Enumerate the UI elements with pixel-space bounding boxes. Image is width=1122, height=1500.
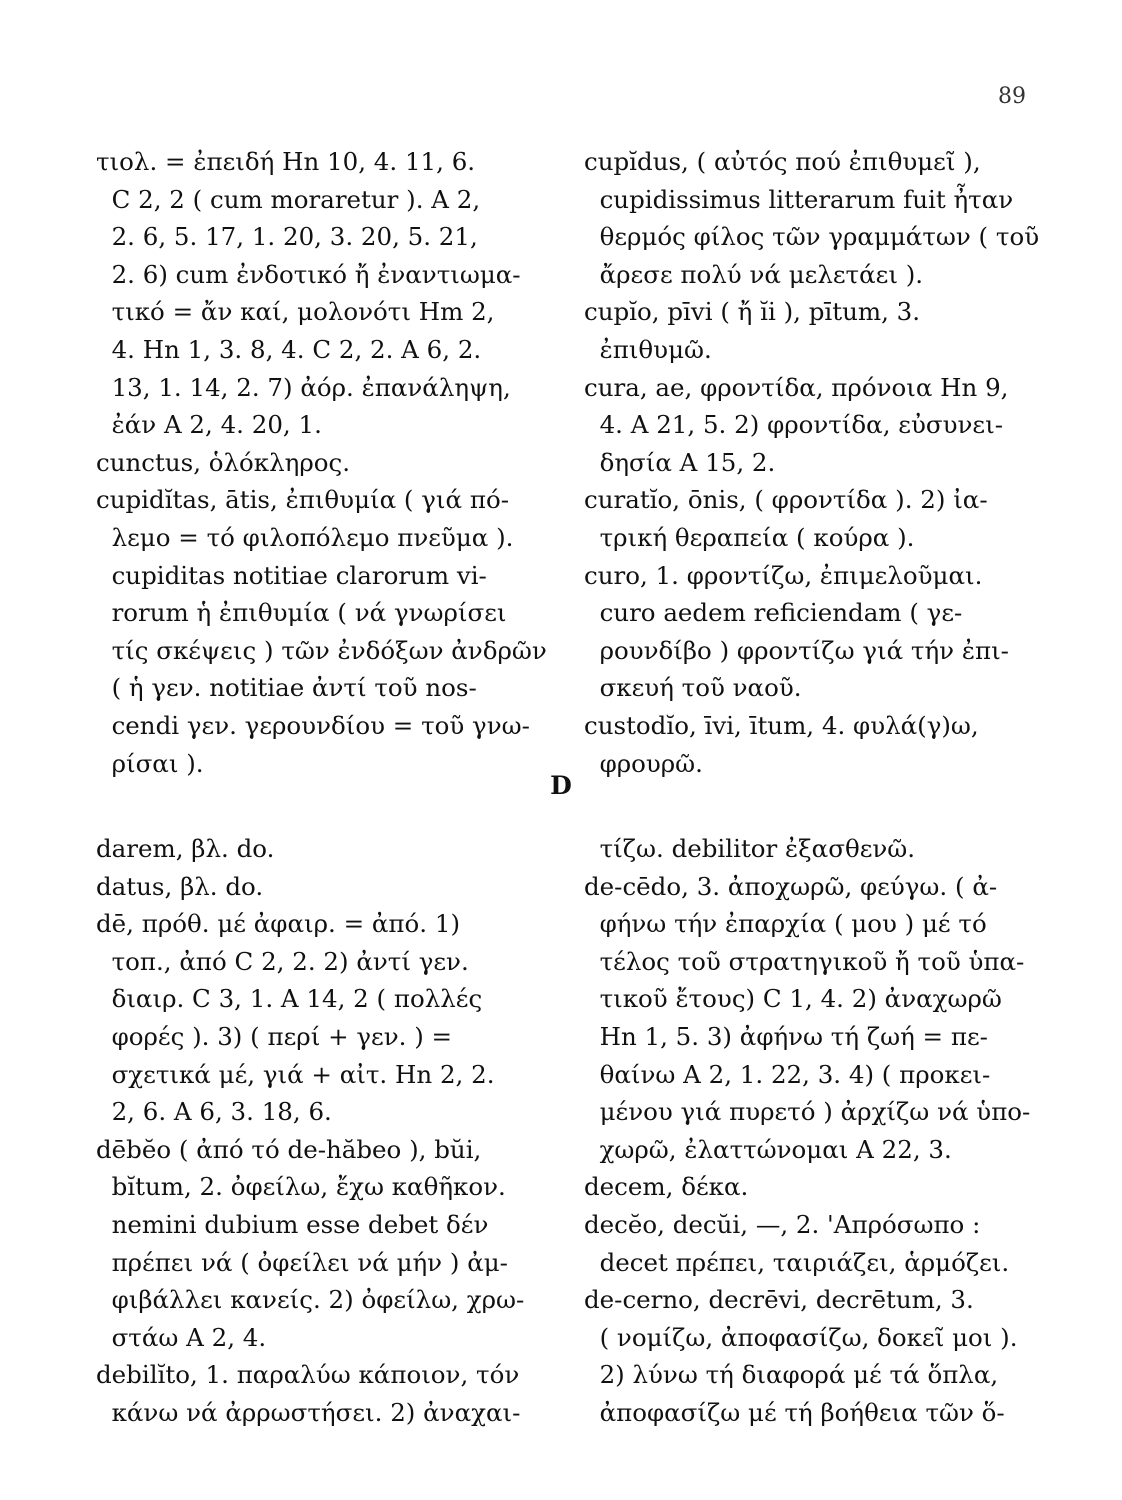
text-line: dēbĕo ( ἀπό τό de-hăbeo ), bŭi, bbox=[96, 1134, 482, 1164]
text-line: τέλος τοῦ στρατηγικοῦ ἤ τοῦ ὑπα- bbox=[584, 946, 1025, 976]
text-line: 2. 6, 5. 17, 1. 20, 3. 20, 5. 21, bbox=[96, 222, 478, 252]
text-line: datus, βλ. do. bbox=[96, 871, 264, 901]
column-bottom-left bbox=[96, 830, 566, 1432]
text-line: decem, δέκα. bbox=[584, 1172, 749, 1202]
text-line: πρέπει νά ( ὀφείλει νά μήν ) ἀμ- bbox=[96, 1247, 508, 1277]
text-line: ἄρεσε πολύ νά μελετάει ). bbox=[584, 259, 924, 289]
text-line: κάνω νά ἀρρωστήσει. 2) ἀναχαι- bbox=[96, 1397, 521, 1427]
text-line: cupidissimus litterarum fuit ἦταν bbox=[584, 184, 1014, 214]
text-line: nemini dubium esse debet δέν bbox=[96, 1209, 489, 1239]
text-line: bĭtum, 2. ὀφείλω, ἔχω καθῆκον. bbox=[96, 1172, 506, 1202]
text-line: ( ἡ γεν. notitiae ἀντί τοῦ nos- bbox=[96, 673, 477, 703]
text-line: τιολ. = ἐπειδή Hn 10, 4. 11, 6. bbox=[96, 147, 476, 176]
text-line: φήνω τήν ἐπαρχία ( μου ) μέ τό bbox=[584, 909, 987, 939]
text-line: σχετικά μέ, γιά + αἰτ. Hn 2, 2. bbox=[96, 1059, 495, 1089]
column-top-right bbox=[584, 143, 1054, 782]
text-line: τίς σκέψεις ) τῶν ἐνδόξων ἀνδρῶν bbox=[96, 635, 547, 665]
column-bottom-right bbox=[584, 830, 1054, 1432]
text-line: ρίσαι ). bbox=[96, 748, 204, 778]
text-line: cupiditas notitiae clarorum vi- bbox=[96, 560, 487, 590]
page-number: 89 bbox=[998, 84, 1026, 109]
text-line: rorum ἡ ἐπιθυμία ( νά γνωρίσει bbox=[96, 598, 507, 628]
text-line: de-cēdo, 3. ἀποχωρῶ, φεύγω. ( ἀ- bbox=[584, 871, 998, 901]
text-line: θαίνω A 2, 1. 22, 3. 4) ( προκει- bbox=[584, 1059, 991, 1089]
text-line: λεμο = τό φιλοπόλεμο πνεῦμα ). bbox=[96, 522, 514, 552]
text-line: στάω A 2, 4. bbox=[96, 1322, 267, 1352]
text-line: τικό = ἄν καί, μολονότι Hm 2, bbox=[96, 297, 495, 327]
text-line: 4. Hn 1, 3. 8, 4. C 2, 2. A 6, 2. bbox=[96, 334, 482, 364]
text-line: μένου γιά πυρετό ) ἀρχίζω νά ὑπο- bbox=[584, 1097, 1031, 1127]
text-line: cunctus, ὁλόκληρος. bbox=[96, 447, 350, 477]
text-line: 2) λύνω τή διαφορά μέ τά ὅπλα, bbox=[584, 1360, 999, 1390]
text-line: decĕo, decŭi, —, 2. 'Απρόσωπο : bbox=[584, 1209, 981, 1239]
text-line: ἐπιθυμῶ. bbox=[584, 334, 712, 364]
text-line: cupidĭtas, ātis, ἐπιθυμία ( γιά πό- bbox=[96, 485, 509, 515]
section-letter: D bbox=[550, 771, 572, 800]
text-line: τρική θεραπεία ( κούρα ). bbox=[584, 522, 915, 552]
text-line: φιβάλλει κανείς. 2) ὀφείλω, χρω- bbox=[96, 1285, 525, 1315]
text-line: 2. 6) cum ἐνδοτικό ἤ ἐναντιωμα- bbox=[96, 259, 521, 289]
text-line: τίζω. debilitor ἐξασθενῶ. bbox=[584, 834, 916, 863]
text-line: ἀποφασίζω μέ τή βοήθεια τῶν ὅ- bbox=[584, 1397, 1005, 1427]
text-line: decet πρέπει, ταιριάζει, ἁρμόζει. bbox=[584, 1247, 1010, 1277]
text-line: cupĭdus, ( αὐτός πού ἐπιθυμεῖ ), bbox=[584, 147, 981, 176]
text-line: de-cerno, decrēvi, decrētum, 3. bbox=[584, 1285, 974, 1315]
text-line: θερμός φίλος τῶν γραμμάτων ( τοῦ bbox=[584, 222, 1040, 252]
text-line: ( νομίζω, ἀποφασίζω, δοκεῖ μοι ). bbox=[584, 1322, 1018, 1352]
text-line: 13, 1. 14, 2. 7) ἀόρ. ἐπανάληψη, bbox=[96, 372, 511, 402]
text-line: curo, 1. φροντίζω, ἐπιμελοῦμαι. bbox=[584, 560, 983, 590]
text-line: διαιρ. C 3, 1. A 14, 2 ( πολλές bbox=[96, 984, 483, 1014]
column-top-left bbox=[96, 143, 566, 782]
text-line: curo aedem reficiendam ( γε- bbox=[584, 598, 963, 628]
text-line: ἐάν A 2, 4. 20, 1. bbox=[96, 410, 322, 440]
text-line: σκευή τοῦ ναοῦ. bbox=[584, 673, 802, 703]
text-line: 4. A 21, 5. 2) φροντίδα, εὐσυνει- bbox=[584, 410, 1003, 440]
text-line: cendi γεν. γερουνδίου = τοῦ γνω- bbox=[96, 710, 530, 740]
text-line: curatĭo, ōnis, ( φροντίδα ). 2) ἰα- bbox=[584, 485, 988, 515]
text-line: τοπ., ἀπό C 2, 2. 2) ἀντί γεν. bbox=[96, 946, 469, 976]
text-line: dē, πρόθ. μέ ἀφαιρ. = ἀπό. 1) bbox=[96, 909, 461, 939]
text-line: φρουρῶ. bbox=[584, 748, 703, 778]
text-line: φορές ). 3) ( περί + γεν. ) = bbox=[96, 1021, 453, 1051]
text-line: τικοῦ ἔτους) C 1, 4. 2) ἀναχωρῶ bbox=[584, 984, 1002, 1014]
text-line: δησία A 15, 2. bbox=[584, 447, 776, 477]
text-line: custodĭo, īvi, ītum, 4. φυλά(γ)ω, bbox=[584, 710, 979, 740]
text-line: 2, 6. A 6, 3. 18, 6. bbox=[96, 1097, 332, 1127]
text-line: C 2, 2 ( cum moraretur ). A 2, bbox=[96, 184, 481, 214]
text-line: Hn 1, 5. 3) ἀφήνω τή ζωή = πε- bbox=[584, 1021, 988, 1051]
text-line: darem, βλ. do. bbox=[96, 834, 275, 863]
text-line: χωρῶ, ἐλαττώνομαι A 22, 3. bbox=[584, 1134, 952, 1164]
text-line: debilĭto, 1. παραλύω κάποιον, τόν bbox=[96, 1360, 520, 1390]
text-line: ρουνδίβο ) φροντίζω γιά τήν ἐπι- bbox=[584, 635, 1009, 665]
text-line: cupĭo, pīvi ( ἤ ĭi ), pītum, 3. bbox=[584, 297, 921, 327]
text-line: cura, ae, φροντίδα, πρόνοια Hn 9, bbox=[584, 372, 1009, 402]
